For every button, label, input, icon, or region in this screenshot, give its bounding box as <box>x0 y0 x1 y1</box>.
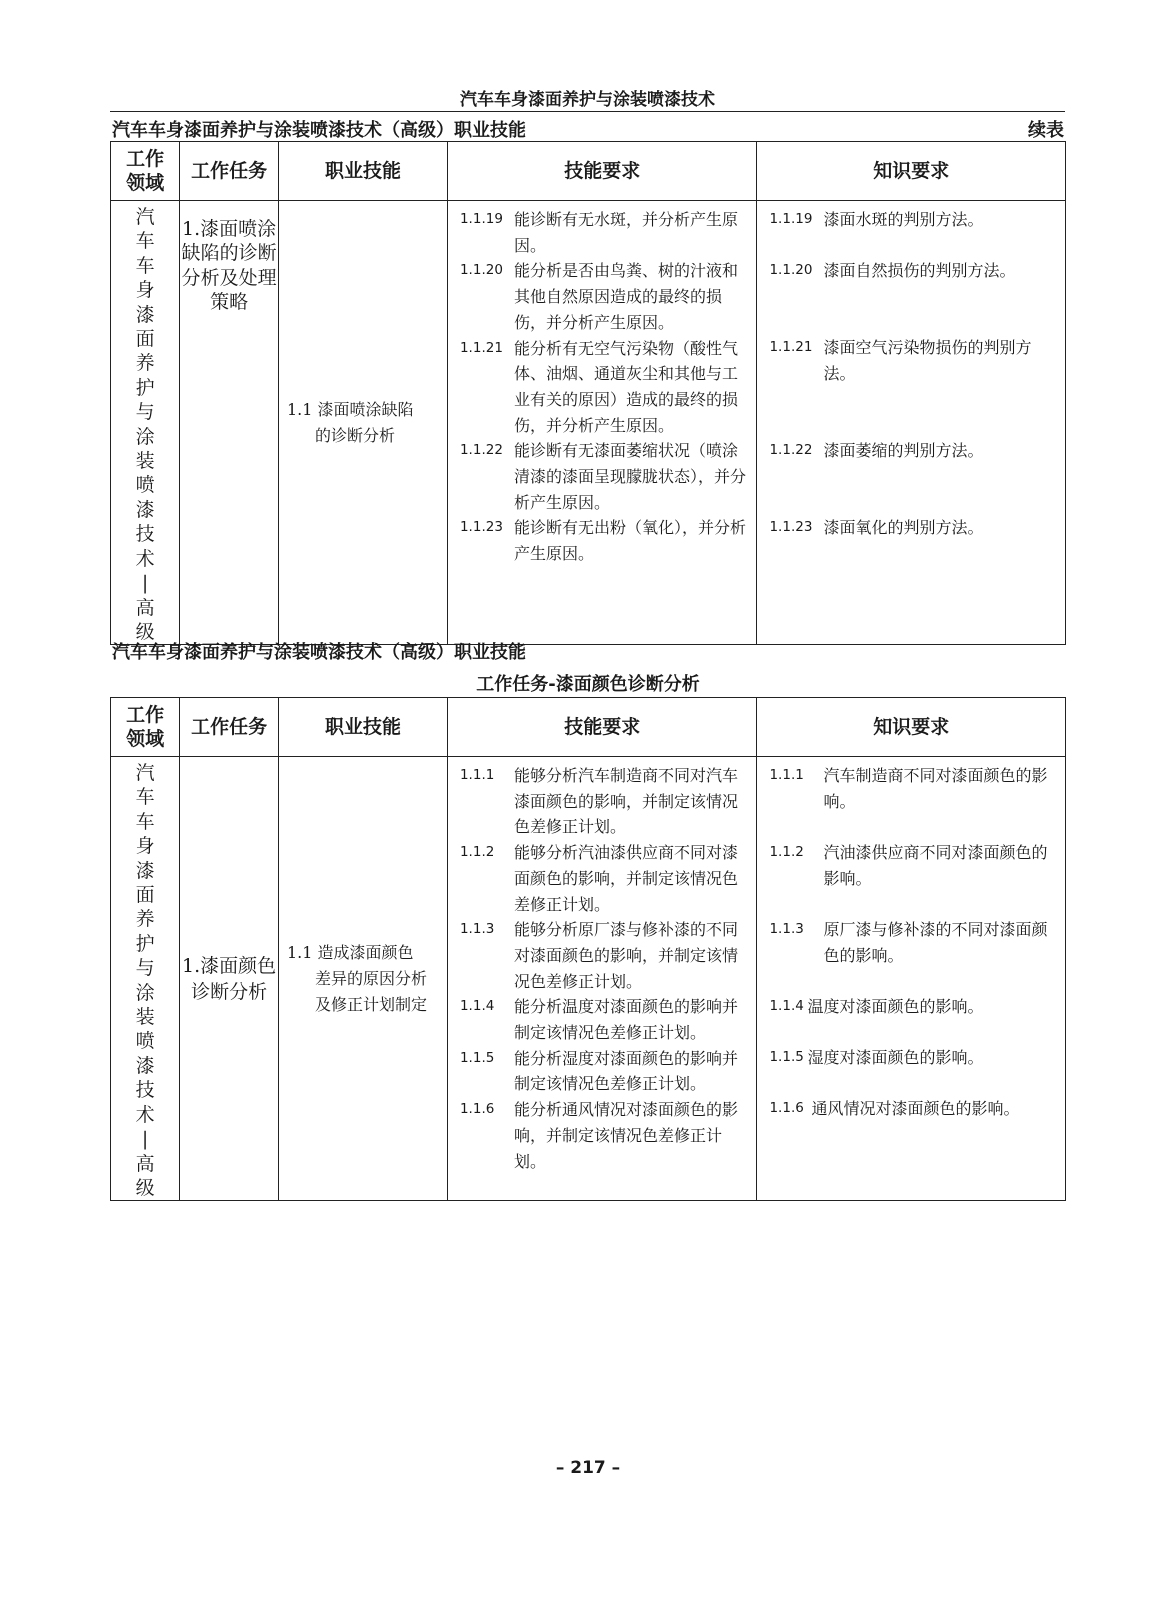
req-text: 汽油漆供应商不同对漆面颜色的影响。 <box>823 843 1048 888</box>
table2-caption <box>112 638 1064 664</box>
req-num: 1.1.22 <box>459 442 503 459</box>
table2 <box>110 697 1066 1201</box>
running-head: 汽车车身漆面养护与涂装喷漆技术 <box>460 90 715 110</box>
req-num: 1.1.5 <box>459 1049 495 1066</box>
table2-caption-text: 汽车车身漆面养护与涂装喷漆技术（高级）职业技能 <box>112 642 526 663</box>
list-item <box>460 840 749 917</box>
vertical-char: 缺 <box>181 242 201 265</box>
req-text: 漆面水斑的判别方法。 <box>823 210 984 229</box>
skill-label: 1.1 造成漆面颜色 <box>286 942 414 962</box>
table2-knowledge-req-cell <box>757 757 1066 1201</box>
vertical-char: 养 <box>135 352 155 375</box>
vertical-char: 涂 <box>135 981 155 1004</box>
table1-header-knowledge-req: 知识要求 <box>757 142 1066 201</box>
table1-header-task: 工作任务 <box>180 142 279 201</box>
req-text: 能够分析汽油漆供应商不同对漆面颜色的影响，并制定该情况色差修正计划。 <box>513 843 738 914</box>
vertical-char: 喷 <box>135 1030 155 1053</box>
vertical-char: 漆 <box>135 859 155 882</box>
domain-vertical-text <box>111 201 179 644</box>
vertical-char: 喷 <box>135 474 155 497</box>
vertical-char: 及 <box>219 266 239 289</box>
table1-skill-cell <box>278 201 447 645</box>
vertical-char: 析 <box>200 266 220 289</box>
table1-caption-text: 汽车车身漆面养护与涂装喷漆技术（高级）职业技能 <box>112 120 526 141</box>
req-num: 1.1.19 <box>459 211 503 227</box>
req-num: 1.1.5 <box>769 1049 804 1065</box>
vertical-char: 汽 <box>135 206 155 228</box>
req-text: 能分析有无空气污染物（酸性气体、油烟、通道灰尘和其他与工业有关的原因）造成的最终的损伤，并分析产生原因。 <box>513 338 738 435</box>
table1-continued-label: 续表 <box>1028 120 1064 141</box>
req-num: 1.1.3 <box>769 921 804 937</box>
vertical-char: 技 <box>135 523 155 546</box>
vertical-char: 处 <box>238 266 258 289</box>
req-num: 1.1.21 <box>459 339 503 356</box>
table1-knowledge-req-cell <box>757 201 1066 645</box>
skill-req-list <box>448 757 757 1174</box>
vertical-char: 身 <box>135 279 155 302</box>
req-num: 1.1.2 <box>459 844 495 861</box>
list-item <box>460 258 749 335</box>
vertical-char: 术 <box>135 547 155 570</box>
vertical-char: 术 <box>135 1103 155 1126</box>
vertical-char: 涂 <box>257 218 277 240</box>
req-num: 1.1.1 <box>459 767 495 783</box>
vertical-char: 策 <box>210 291 230 314</box>
req-num: 1.1.4 <box>769 998 804 1014</box>
req-text: 漆面氧化的判别方法。 <box>823 518 984 537</box>
vertical-char: 喷 <box>238 218 258 240</box>
vertical-char: 与 <box>135 401 155 424</box>
table-row <box>111 757 1066 1201</box>
vertical-char: 漆 <box>135 1054 155 1077</box>
list-item <box>769 335 1057 438</box>
vertical-char: 陷 <box>200 242 220 265</box>
vertical-char: 断 <box>210 980 230 1003</box>
table-row <box>111 201 1066 645</box>
list-item <box>769 438 1057 515</box>
task-vertical-text <box>180 953 278 1005</box>
knowledge-req-list <box>757 757 1065 1122</box>
vertical-char: 装 <box>135 450 155 473</box>
vertical-char: 车 <box>135 230 155 253</box>
vertical-char: 1. <box>181 218 201 240</box>
list-item <box>460 207 749 258</box>
vertical-char: 养 <box>135 908 155 931</box>
vertical-char: 涂 <box>135 425 155 448</box>
req-num: 1.1.3 <box>459 921 495 938</box>
list-item <box>460 336 749 439</box>
skill-label-rest: 的诊断分析 <box>314 425 395 445</box>
vertical-char: 车 <box>135 786 155 809</box>
table2-header-skill: 职业技能 <box>278 698 447 757</box>
list-item <box>769 994 1057 1045</box>
skill-label-rest: 差异的原因分析及修正计划制定 <box>314 968 427 1014</box>
knowledge-req-list <box>757 201 1065 541</box>
req-text: 漆面空气污染物损伤的判别方法。 <box>823 338 1032 383</box>
list-item <box>460 763 749 840</box>
req-text: 能诊断有无漆面萎缩状况（喷涂清漆的漆面呈现朦胧状态），并分析产生原因。 <box>513 441 746 512</box>
list-item <box>769 258 1057 335</box>
vertical-char: 1. <box>181 954 201 977</box>
header-rule <box>110 111 1065 112</box>
table2-skill-req-cell <box>447 757 757 1201</box>
header-domain-line1: 工作 <box>126 704 165 726</box>
req-num: 1.1.21 <box>769 339 813 355</box>
table2-domain-cell <box>111 757 180 1201</box>
vertical-char: 分 <box>229 980 249 1003</box>
vertical-char: 护 <box>135 376 155 399</box>
vertical-char: 漆 <box>135 303 155 326</box>
req-num: 1.1.19 <box>769 211 813 227</box>
table2-subcaption: 工作任务-漆面颜色诊断分析 <box>476 674 700 695</box>
vertical-char: 车 <box>135 254 155 277</box>
skill-text <box>279 397 447 449</box>
table2-header-skill-req: 技能要求 <box>447 698 757 757</box>
task-vertical-text <box>180 201 278 315</box>
domain-vertical-text <box>111 757 179 1200</box>
list-item <box>460 917 749 994</box>
vertical-char: 略 <box>229 291 249 314</box>
table2-task-cell <box>180 757 279 1201</box>
skill-req-list <box>448 201 757 567</box>
req-num: 1.1.20 <box>769 262 813 278</box>
vertical-char: | <box>141 572 149 595</box>
req-num: 1.1.20 <box>459 262 503 279</box>
list-item <box>460 1046 749 1097</box>
vertical-char: 车 <box>135 810 155 833</box>
vertical-char: 面 <box>135 328 155 351</box>
vertical-char: 的 <box>219 242 239 265</box>
table1 <box>110 141 1066 645</box>
list-item <box>460 994 749 1045</box>
list-item <box>769 207 1057 258</box>
table1-header-skill: 职业技能 <box>278 142 447 201</box>
header-domain-line2: 领域 <box>126 728 165 750</box>
list-item <box>769 515 1057 541</box>
req-text: 温度对漆面颜色的影响。 <box>807 997 984 1016</box>
list-item <box>769 917 1057 994</box>
skill-label: 1.1 漆面喷涂缺陷 <box>286 399 414 419</box>
list-item <box>460 438 749 515</box>
vertical-char: 漆 <box>200 218 220 240</box>
req-text: 湿度对漆面颜色的影响。 <box>807 1048 984 1067</box>
table2-header-domain <box>111 698 180 757</box>
table2-header-task: 工作任务 <box>180 698 279 757</box>
header-domain-line2: 领域 <box>126 172 165 194</box>
vertical-char: 分 <box>181 266 201 289</box>
req-text: 能分析湿度对漆面颜色的影响并制定该情况色差修正计划。 <box>513 1048 738 1094</box>
req-num: 1.1.6 <box>459 1101 495 1118</box>
vertical-char: 面 <box>135 884 155 907</box>
list-item <box>460 515 749 566</box>
req-num: 1.1.22 <box>769 442 813 458</box>
vertical-char: 颜 <box>238 954 258 977</box>
req-text: 能够分析汽车制造商不同对汽车漆面颜色的影响，并制定该情况色差修正计划。 <box>513 766 738 837</box>
req-num: 1.1.4 <box>459 998 495 1015</box>
list-item <box>769 763 1057 840</box>
req-text: 原厂漆与修补漆的不同对漆面颜色的影响。 <box>823 920 1048 965</box>
table2-header-knowledge-req: 知识要求 <box>757 698 1066 757</box>
req-text: 能分析是否由鸟粪、树的汁液和其他自然原因造成的最终的损伤，并分析产生原因。 <box>513 261 738 332</box>
req-num: 1.1.23 <box>769 519 813 535</box>
table2-header-row <box>111 698 1066 757</box>
table1-task-cell <box>180 201 279 645</box>
vertical-char: 诊 <box>191 980 211 1003</box>
vertical-char: 色 <box>257 954 277 977</box>
vertical-char: 析 <box>248 980 268 1003</box>
req-num: 1.1.23 <box>459 519 503 536</box>
vertical-char: | <box>141 1128 149 1151</box>
vertical-char: 诊 <box>238 242 258 265</box>
vertical-char: 面 <box>219 218 239 240</box>
list-item <box>769 840 1057 917</box>
vertical-char: 高 <box>135 1152 155 1175</box>
vertical-char: 级 <box>135 620 155 643</box>
table1-header-domain <box>111 142 180 201</box>
req-text: 能分析通风情况对漆面颜色的影响，并制定该情况色差修正计划。 <box>513 1100 738 1171</box>
req-num: 1.1.1 <box>769 767 804 783</box>
list-item <box>769 1096 1057 1122</box>
table1-caption <box>112 116 1064 142</box>
vertical-char: 装 <box>135 1006 155 1029</box>
table1-header-row <box>111 142 1066 201</box>
list-item <box>769 1045 1057 1096</box>
table1-domain-cell <box>111 201 180 645</box>
skill-text <box>279 940 447 1018</box>
req-text: 能够分析原厂漆与修补漆的不同对漆面颜色的影响，并制定该情况色差修正计划。 <box>513 920 738 991</box>
table1-header-skill-req: 技能要求 <box>447 142 757 201</box>
vertical-char: 理 <box>257 266 277 289</box>
page-number: – 217 – <box>555 1458 621 1478</box>
req-text: 能诊断有无水斑，并分析产生原因。 <box>513 210 738 255</box>
req-text: 漆面萎缩的判别方法。 <box>823 441 984 460</box>
req-text: 能分析温度对漆面颜色的影响并制定该情况色差修正计划。 <box>513 997 738 1043</box>
vertical-char: 高 <box>135 596 155 619</box>
req-text: 汽车制造商不同对漆面颜色的影响。 <box>823 766 1048 811</box>
req-text: 能诊断有无出粉（氧化），并分析产生原因。 <box>513 518 746 564</box>
vertical-char: 漆 <box>135 498 155 521</box>
vertical-char: 断 <box>257 242 277 265</box>
vertical-char: 漆 <box>200 954 220 977</box>
req-text: 通风情况对漆面颜色的影响。 <box>811 1099 1020 1118</box>
vertical-char: 技 <box>135 1079 155 1102</box>
vertical-char: 面 <box>219 954 239 977</box>
table1-skill-req-cell <box>447 201 757 645</box>
vertical-char: 汽 <box>135 762 155 784</box>
vertical-char: 级 <box>135 1176 155 1199</box>
req-num: 1.1.6 <box>769 1100 804 1116</box>
req-text: 漆面自然损伤的判别方法。 <box>823 261 1016 280</box>
header-domain-line1: 工作 <box>126 148 165 170</box>
list-item <box>460 1097 749 1174</box>
table2-skill-cell <box>278 757 447 1201</box>
req-num: 1.1.2 <box>769 844 804 860</box>
vertical-char: 与 <box>135 957 155 980</box>
vertical-char: 身 <box>135 835 155 858</box>
vertical-char: 护 <box>135 932 155 955</box>
